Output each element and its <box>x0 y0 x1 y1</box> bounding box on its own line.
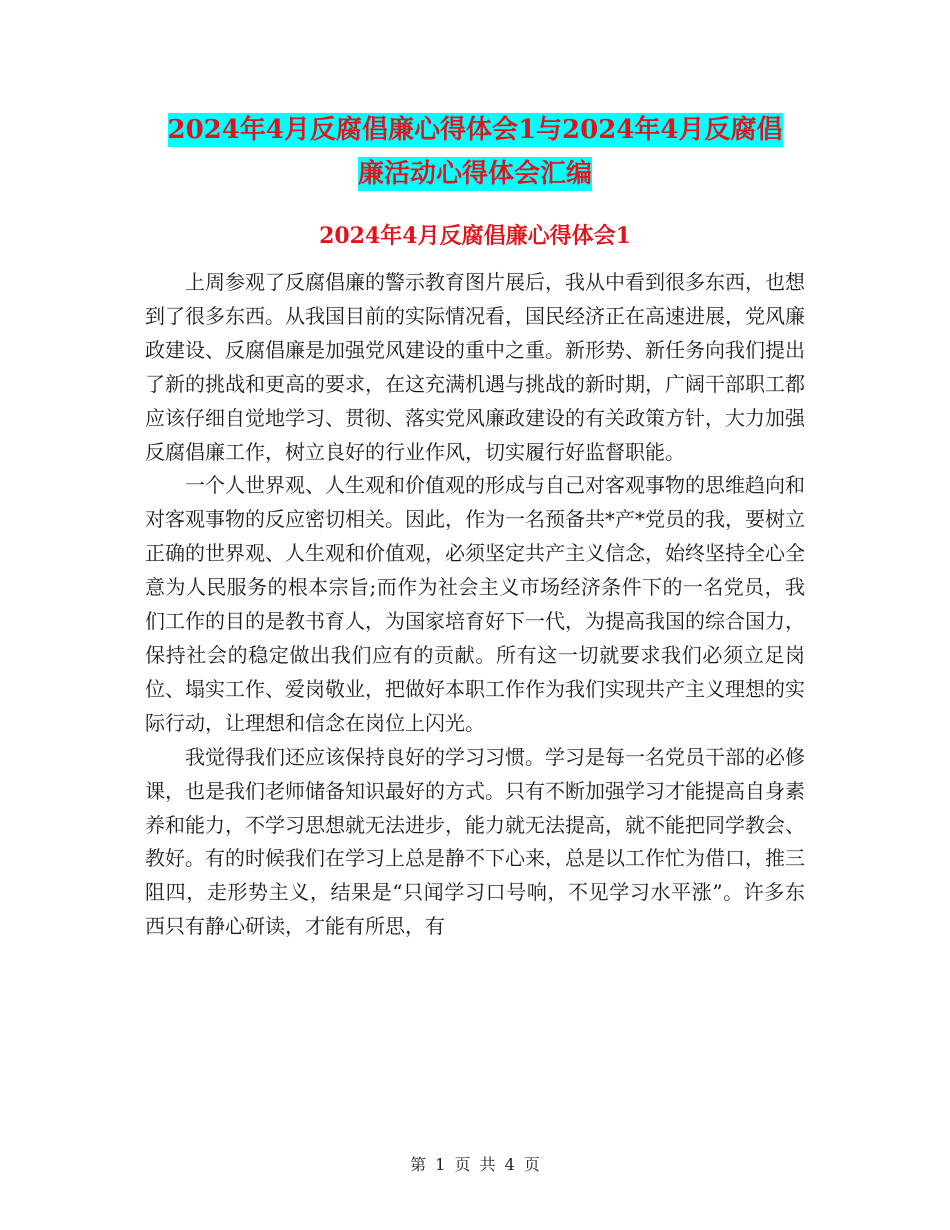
paragraph-1: 上周参观了反腐倡廉的警示教育图片展后，我从中看到很多东西，也想到了很多东西。从我国目前的实际情况看，国民经济正在高速进展，党风廉政建设、反腐倡廉是加强党风建设的重中之重。新形势、新任务向我们提出了新的挑战和更高的要求，在这充满机遇与挑战的新时期，广阔干部职工都应该仔细自觉地学习、贯彻、落实党风廉政建设的有关政策方针，大力加强反腐倡廉工作，树立良好的行业作风，切实履行好监督职能。 <box>145 270 805 464</box>
document-title-line-2: 廉活动心得体会汇编 <box>357 159 592 189</box>
document-title-line-1: 2024年4月反腐倡廉心得体会1与2024年4月反腐倡 <box>167 115 783 145</box>
paragraph-3: 我觉得我们还应该保持良好的学习习惯。学习是每一名党员干部的必修课，也是我们老师储备知识最好的方式。只有不断加强学习才能提高自身素养和能力，不学习思想就无法进步，能力就无法提高，就不能把同学教会、教好。有的时候我们在学习上总是静不下心来，总是以工作忙为借口，推三阻四，走形势主义，结果是“只闻学习口号响，不见学习水平涨”。许多东西只有静心研读，才能有所思，有 <box>145 744 805 939</box>
page-footer: 第 1 页 共 4 页 <box>410 1155 540 1174</box>
document-title <box>0 108 950 196</box>
document-body <box>145 266 805 944</box>
section-title: 2024年4月反腐倡廉心得体会1 <box>319 223 631 249</box>
paragraph-2: 一个人世界观、人生观和价值观的形成与自己对客观事物的思维趋向和对客观事物的反应密切相关。因此，作为一名预备共*产*党员的我，要树立正确的世界观、人生观和价值观，必须坚定共产主义信念，始终坚持全心全意为人民服务的根本宗旨;而作为社会主义市场经济条件下的一名党员，我们工作的目的是教书育人，为国家培育好下一代，为提高我国的综合国力，保持社会的稳定做出我们应有的贡献。所有这一切就要求我们必须立足岗位、塌实工作、爱岗敬业，把做好本职工作作为我们实现共产主义理想的实际行动，让理想和信念在岗位上闪光。 <box>145 473 805 735</box>
